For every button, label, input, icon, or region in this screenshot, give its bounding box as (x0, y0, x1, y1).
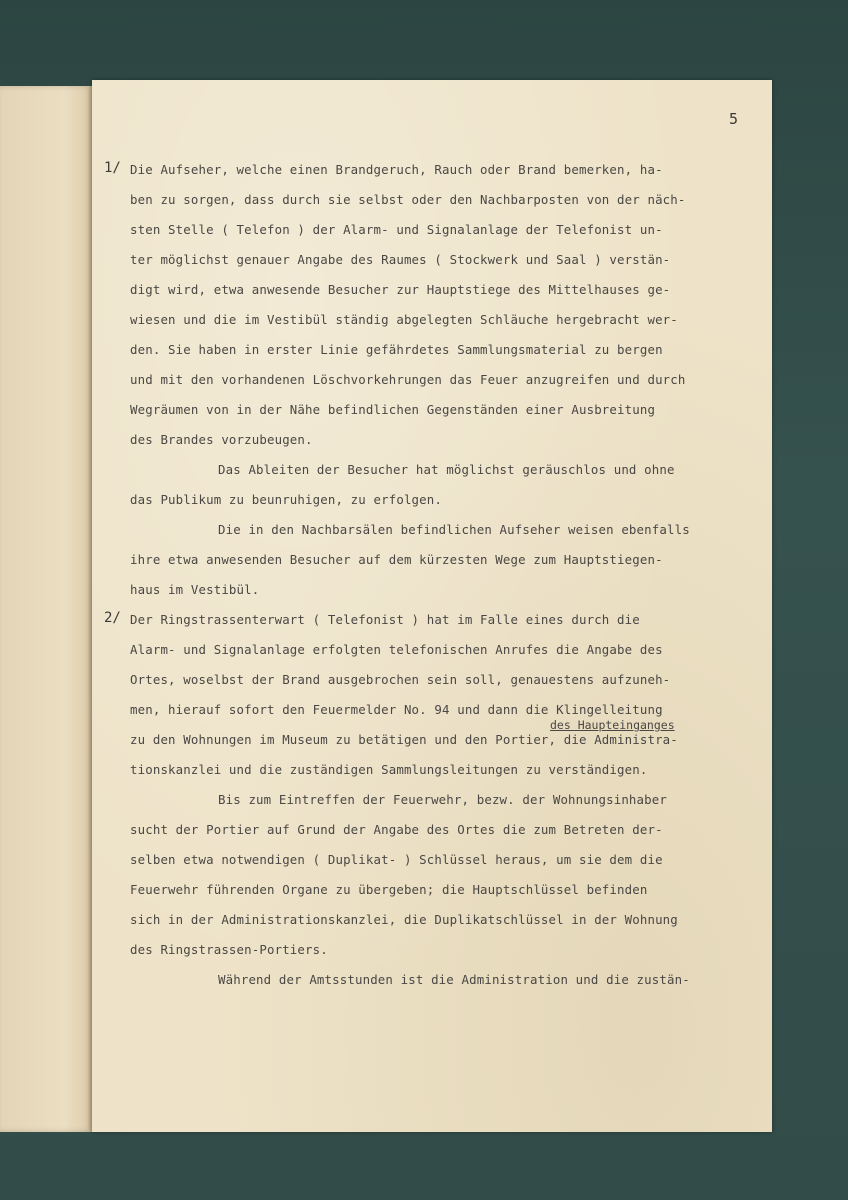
text-line: Das Ableiten der Besucher hat möglichst geräuschlos und ohne (218, 462, 675, 477)
paragraph-marker-2: 2/ (104, 610, 121, 626)
text-line: des Brandes vorzubeugen. (130, 432, 313, 447)
text-line: sucht der Portier auf Grund der Angabe des Ortes die zum Betreten der- (130, 822, 663, 837)
text-line: sten Stelle ( Telefon ) der Alarm- und Signalanlage der Telefonist un- (130, 222, 663, 237)
text-line: den. Sie haben in erster Linie gefährdetes Sammlungsmaterial zu bergen (130, 342, 663, 357)
text-line: Die Aufseher, welche einen Brandgeruch, Rauch oder Brand bemerken, ha- (130, 162, 663, 177)
text-line: Alarm- und Signalanlage erfolgten telefonischen Anrufes die Angabe des (130, 642, 663, 657)
text-line: wiesen und die im Vestibül ständig abgelegten Schläuche hergebracht wer- (130, 312, 678, 327)
text-line: men, hierauf sofort den Feuermelder No. 94 und dann die Klingelleitung (130, 702, 663, 717)
text-line: digt wird, etwa anwesende Besucher zur Hauptstiege des Mittelhauses ge- (130, 282, 671, 297)
text-line: haus im Vestibül. (130, 582, 260, 597)
text-line: Die in den Nachbarsälen befindlichen Aufseher weisen ebenfalls (218, 522, 690, 537)
paragraph-marker-1: 1/ (104, 160, 121, 176)
text-line: das Publikum zu beunruhigen, zu erfolgen. (130, 492, 443, 507)
text-line: selben etwa notwendigen ( Duplikat- ) Schlüssel heraus, um sie dem die (130, 852, 663, 867)
text-line: sich in der Administrationskanzlei, die Duplikatschlüssel in der Wohnung (130, 912, 678, 927)
text-line: des Ringstrassen-Portiers. (130, 942, 328, 957)
text-line: ter möglichst genauer Angabe des Raumes ( Stockwerk und Saal ) verstän- (130, 252, 671, 267)
text-line: zu den Wohnungen im Museum zu betätigen und den Portier, die Administra- (130, 732, 678, 747)
text-line: Feuerwehr führenden Organe zu übergeben; die Hauptschlüssel befinden (130, 882, 648, 897)
text-line: Der Ringstrassenterwart ( Telefonist ) hat im Falle eines durch die (130, 612, 640, 627)
text-line: ben zu sorgen, dass durch sie selbst oder den Nachbarposten von der näch- (130, 192, 686, 207)
text-line: Wegräumen von in der Nähe befindlichen Gegenständen einer Ausbreitung (130, 402, 656, 417)
page-number: 5 (728, 110, 738, 128)
text-line: Während der Amtsstunden ist die Administration und die zustän- (218, 972, 690, 987)
text-line: ihre etwa anwesenden Besucher auf dem kürzesten Wege zum Hauptstiegen- (130, 552, 663, 567)
text-line: tionskanzlei und die zuständigen Sammlungsleitungen zu verständigen. (130, 762, 648, 777)
document-page (92, 80, 772, 1132)
text-line: Ortes, woselbst der Brand ausgebrochen sein soll, genauestens aufzuneh- (130, 672, 671, 687)
text-line: Bis zum Eintreffen der Feuerwehr, bezw. der Wohnungsinhaber (218, 792, 667, 807)
text-line: und mit den vorhandenen Löschvorkehrungen das Feuer anzugreifen und durch (130, 372, 686, 387)
facing-page-edge (0, 86, 92, 1132)
handwritten-insertion: des Haupteinganges (550, 718, 675, 732)
